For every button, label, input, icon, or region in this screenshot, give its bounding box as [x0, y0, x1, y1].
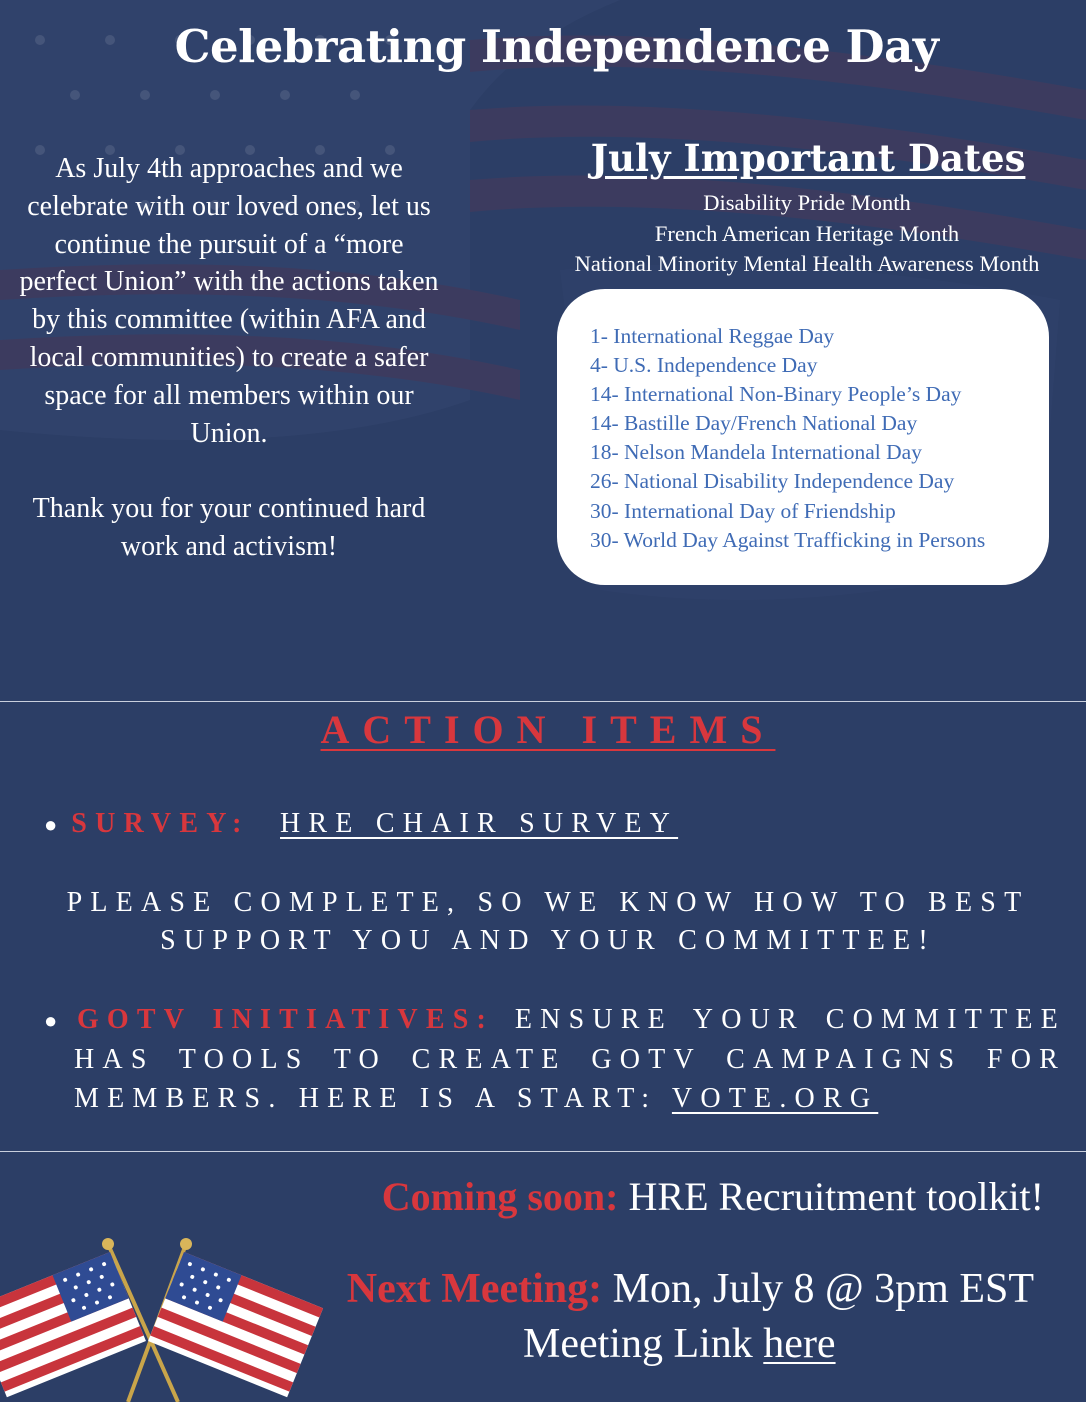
gotv-line	[44, 1079, 1066, 1118]
section-divider	[0, 1151, 1086, 1152]
gotv-action-item	[44, 1000, 1066, 1118]
survey-link[interactable]: HRE CHAIR SURVEY	[280, 808, 679, 839]
coming-soon-label: Coming soon:	[381, 1174, 619, 1219]
date-item: 4- U.S. Independence Day	[590, 353, 818, 378]
month-observance: French American Heritage Month	[654, 220, 960, 246]
gotv-label: GOTV INITIATIVES:	[76, 1004, 495, 1035]
coming-soon-line	[382, 1173, 1044, 1220]
dates-heading: July Important Dates	[590, 136, 1026, 180]
meeting-link-prefix: Meeting Link	[523, 1321, 753, 1367]
observance-months	[532, 188, 1082, 280]
section-divider	[0, 701, 1086, 702]
date-item: 26- National Disability Independence Day	[590, 469, 955, 494]
important-dates-list	[590, 322, 985, 555]
survey-action-item	[44, 808, 678, 840]
survey-note	[0, 884, 1086, 960]
gotv-text: ENSURE YOUR COMMITTEE	[514, 1004, 1066, 1035]
meeting-link[interactable]: here	[763, 1321, 836, 1367]
date-item: 14- Bastille Day/French National Day	[590, 411, 918, 436]
vote-org-link[interactable]: VOTE.ORG	[671, 1083, 879, 1114]
intro-message: As July 4th approaches and we celebrate with our loved ones, let us continue the pursuit of a “more perfect Union” with the actions taken by this committee (within AFA and local communities) to create a safer space for all members within our Union.	[19, 153, 439, 449]
bullet-icon: ●	[44, 812, 58, 837]
action-items-heading-text: ACTION ITEMS	[320, 707, 776, 752]
survey-label: SURVEY:	[71, 808, 250, 839]
gotv-text: MEMBERS. HERE IS A START:	[74, 1083, 658, 1114]
date-item: 1- International Reggae Day	[590, 324, 835, 348]
month-observance: Disability Pride Month	[703, 190, 911, 215]
action-items-heading	[0, 706, 1086, 753]
bullet-icon: ●	[44, 1008, 63, 1033]
page-title: Celebrating Independence Day	[174, 20, 939, 73]
gotv-line	[44, 1000, 1066, 1040]
next-meeting-line	[347, 1265, 1034, 1313]
crossed-flags-icon	[0, 1230, 340, 1402]
survey-note-line: PLEASE COMPLETE, SO WE KNOW HOW TO BEST	[66, 887, 1030, 918]
coming-soon-text: HRE Recruitment toolkit!	[628, 1174, 1044, 1219]
date-item: 30- International Day of Friendship	[590, 498, 896, 523]
date-item: 30- World Day Against Trafficking in Persons	[590, 527, 986, 552]
meeting-link-line	[523, 1320, 836, 1368]
important-dates-card	[557, 289, 1049, 585]
gotv-text: HAS TOOLS TO CREATE GOTV CAMPAIGNS FOR	[74, 1044, 1066, 1075]
month-observance: National Minority Mental Health Awareness Month	[574, 251, 1040, 276]
date-item: 18- Nelson Mandela International Day	[590, 440, 922, 465]
intro-message-block	[18, 150, 440, 566]
date-item: 14- International Non-Binary People’s Day	[590, 382, 962, 407]
thanks-message: Thank you for your continued hard work and activism!	[32, 493, 426, 563]
next-meeting-label: Next Meeting:	[346, 1266, 603, 1312]
next-meeting-time: Mon, July 8 @ 3pm EST	[612, 1266, 1034, 1312]
survey-note-line: SUPPORT YOU AND YOUR COMMITTEE!	[160, 925, 936, 956]
